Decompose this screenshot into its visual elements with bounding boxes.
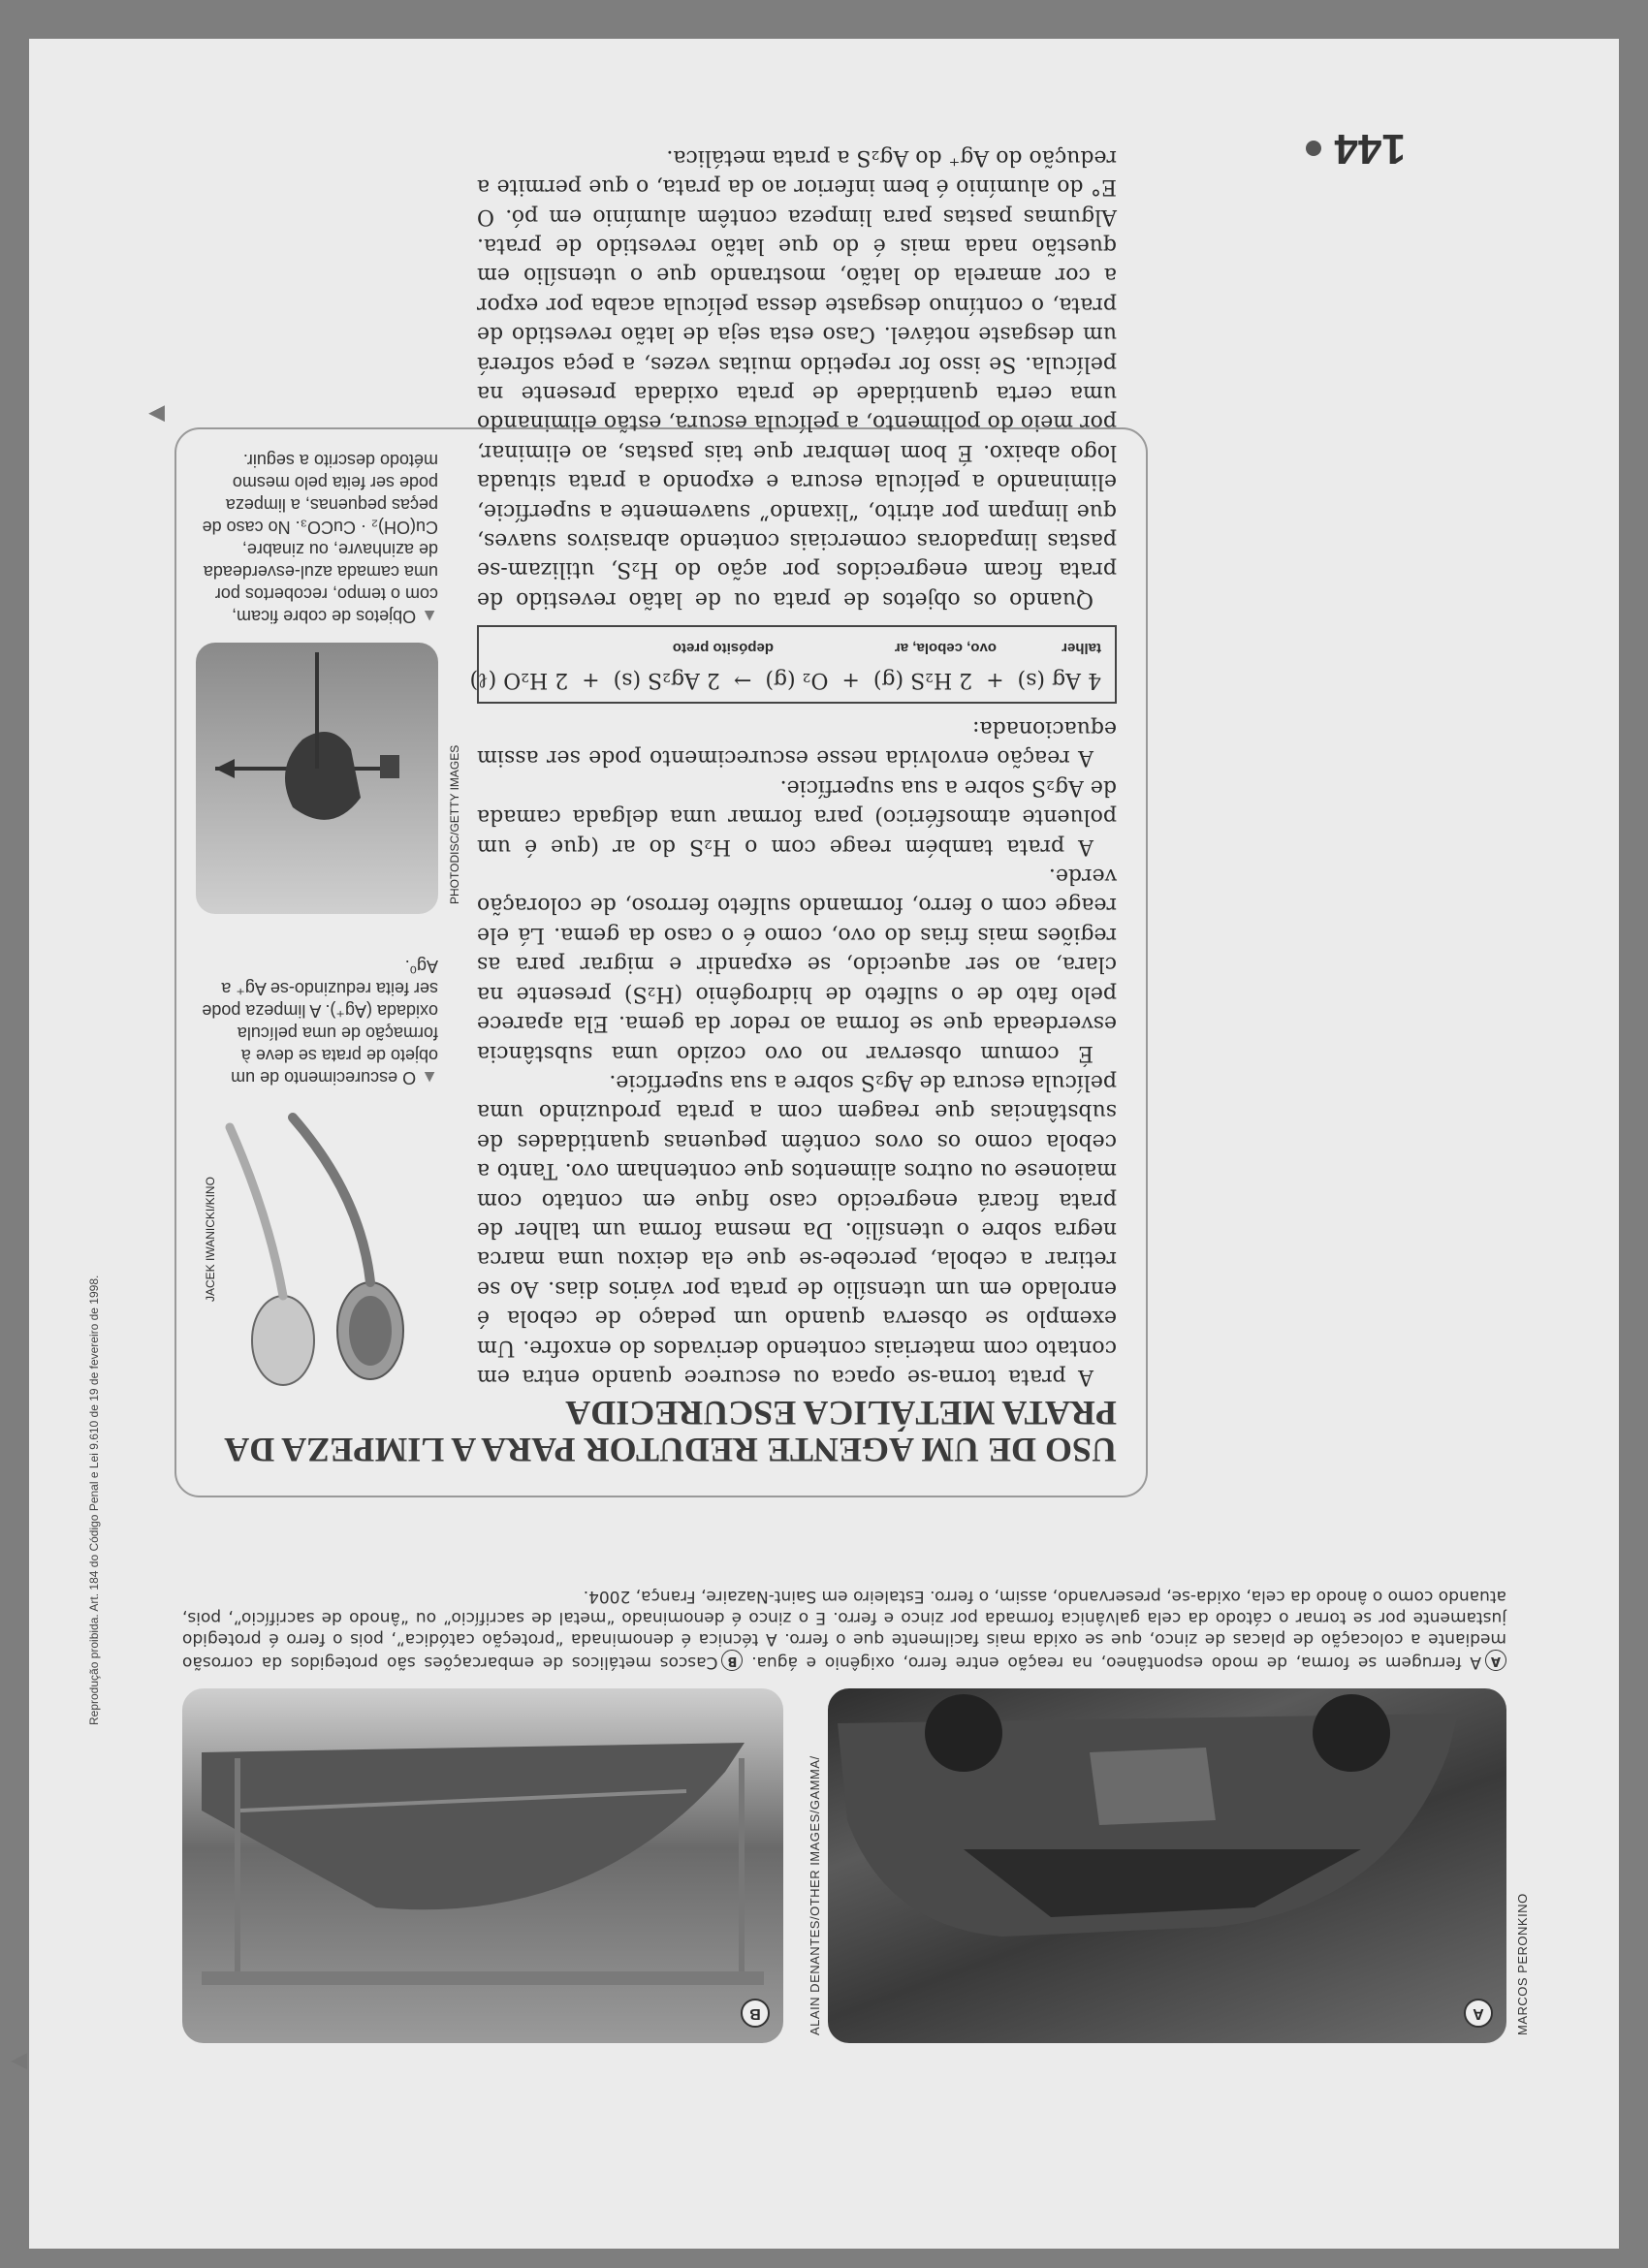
spoons-caption: O escurecimento de um objeto de prata se deve à formação de uma película oxidada (Ag⁺). A limpeza pode ser feita reduzindo-se Ag⁺ a Ag⁰. xyxy=(202,957,438,1087)
legal-notice: Reprodução proibida. Art. 184 do Código Penal e Lei 9.610 de 19 de fevereiro de 1998. xyxy=(87,1275,101,1725)
caption-a-badge: A xyxy=(1485,1650,1506,1671)
paragraph-1: A prata torna-se opaca ou escurece quando entra em contato com materiais contendo derivados do enxofre. Um exemplo se observa quando um pedaço de cebola é enrolado em um utensílio de prata por vários dias. Ao se retirar a cebola, percebe-se que ela deixou uma marca negra sobre o utensílio. Da mesma forma um talher de prata ficará enegrecido caso fique em contato com maionese ou outros alimentos que contenham ovo. Tanto a cebola como os ovos contêm pequenas quantidades de substâncias que reagem com a prata produzindo uma película escura de Ag₂S sobre a sua superfície. xyxy=(477,1069,1117,1389)
margin-triangle-icon: ▶ xyxy=(148,402,165,426)
weathervane-icon xyxy=(196,643,438,914)
rusty-car-image xyxy=(828,1688,1506,2043)
page-number-block xyxy=(1306,124,1406,173)
weathervane-credit: PHOTODISC/GETTY IMAGES xyxy=(448,744,461,904)
spoons-figure xyxy=(196,1098,438,1389)
photo-a-badge: A xyxy=(1464,1999,1493,2028)
paragraph-3: A prata também reage com o H₂S do ar (que é um poluente atmosférico) para formar uma delgada camada de Ag₂S sobre a sua superfície. xyxy=(477,774,1117,859)
photo-b-credit: ALAIN DENANTES/OTHER IMAGES/GAMMA/ xyxy=(808,1755,822,2035)
paragraph-2: É comum observar no ovo cozido uma substância esverdeada que se forma ao redor da gema. Ela aparece pelo fato de o sulfeto de hidrogênio (H₂S) presente na clara, ao ser aquecido, se expandir e migrar para as regiões mais frias do ovo, como é o caso da gema. Lá ele reage com o ferro, formando sulfeto ferroso, de coloração verde. xyxy=(477,864,1117,1065)
spoons-credit: JACEK IWANICKI/KINO xyxy=(204,1177,217,1302)
margin-triangle-icon-2: ▶ xyxy=(11,2050,27,2074)
spoons-caption-block xyxy=(196,955,438,1088)
info-box xyxy=(174,144,1148,1497)
caption-b-badge: B xyxy=(721,1650,743,1671)
silver-spoons-icon xyxy=(196,1098,438,1389)
box-title xyxy=(206,1395,1117,1468)
label-deposito-preto: depósito preto xyxy=(672,640,774,657)
weathervane-caption-block xyxy=(196,449,438,627)
equation-right: 2 Ag₂S (s) + 2 H₂O (ℓ) xyxy=(469,667,720,692)
photos-caption xyxy=(182,1586,1506,1673)
paragraph-5: Quando os objetos de prata ou de latão revestido de prata ficam enegrecidos por ação do H₂S, utilizam-se pastas limpadoras comerciais contendo abrasivos suaves, que limpam por atrito, “lixando” suavemente a superfície, eliminando a película escura e expondo a prata situada logo abaixo. É bom lembrar que tais pastas, ao eliminar, por meio do polimento, a película escura, estão eliminando uma certa quantidade de prata oxidada presente na película. Se isso for repetido muitas vezes, a peça sofrerá um desgaste notável. Caso esta seja de latão revestido de prata, o contínuo desgaste dessa película acaba por expor a cor amarela do latão, mostrando que o utensílio em questão nada mais é do que latão revestido de prata. Algumas pastas para limpeza contêm alumínio em pó. O E° do alumínio é bem inferior ao da prata, o que permite a redução do Ag⁺ do Ag₂S a prata metálica. xyxy=(477,144,1117,612)
weathervane-caption: Objetos de cobre ficam, com o tempo, recobertos por uma camada azul-esverdeada de azinhavre, ou zinabre, Cu(OH)₂ · CuCO₃. No caso de peças pequenas, a limpeza pode ser feita pelo mesmo método descrito a seguir. xyxy=(202,451,438,626)
paragraph-block-1 xyxy=(469,142,1117,1391)
photo-a-credit: MARCOS PERONKINO xyxy=(1515,1893,1530,2035)
equation-box xyxy=(469,625,1117,704)
equation-labels xyxy=(492,633,1101,662)
caption-b-text: Cascos metálicos de embarcações são protegidos da corrosão mediante a colocação de placas de zinco, que se oxida mais facilmente que o ferro. A técnica é denominada “proteção catódica”, pois o ferro é protegido justamente por se tornar o cátodo da cela galvânica formada por zinco e ferro. E o zinco é denominado “metal de sacrifício” ou “ânodo de sacrifício”, pois, atuando como o ânodo da cela, oxida-se, preservando, assim, o ferro. Estaleiro em Saint-Nazaire, França, 2004. xyxy=(182,1587,1506,1672)
box-title-text: USO DE UM AGENTE REDUTOR PARA A LIMPEZA DA PRATA METÁLICA ESCURECIDA xyxy=(226,1394,1117,1469)
equation-left: 4 Ag (s) + 2 H₂S (g) + O₂ (g) xyxy=(765,667,1101,692)
photo-b-badge: B xyxy=(741,1999,770,2028)
equation xyxy=(469,664,1101,693)
paragraph-4: A reação envolvida nesse escurecimento pode ser assim equacionada: xyxy=(477,716,1117,771)
weathervane-photo xyxy=(196,643,438,914)
label-talher: talher xyxy=(1062,640,1101,657)
ship-hull-image xyxy=(182,1688,783,2043)
triangle-icon: ▲ xyxy=(421,607,438,626)
photo-burned-car xyxy=(828,1688,1506,2043)
bullet-icon xyxy=(1306,141,1321,156)
photo-shipyard xyxy=(182,1688,783,2043)
label-ovo-cebola-ar: ovo, cebola, ar xyxy=(894,640,997,657)
caption-a-text: A ferrugem se forma, de modo espontâneo, na reação entre ferro, oxigênio e água. xyxy=(751,1653,1481,1672)
page-number: 144 xyxy=(1334,125,1406,173)
triangle-icon: ▲ xyxy=(421,1068,438,1087)
equation-arrow: → xyxy=(733,667,752,692)
